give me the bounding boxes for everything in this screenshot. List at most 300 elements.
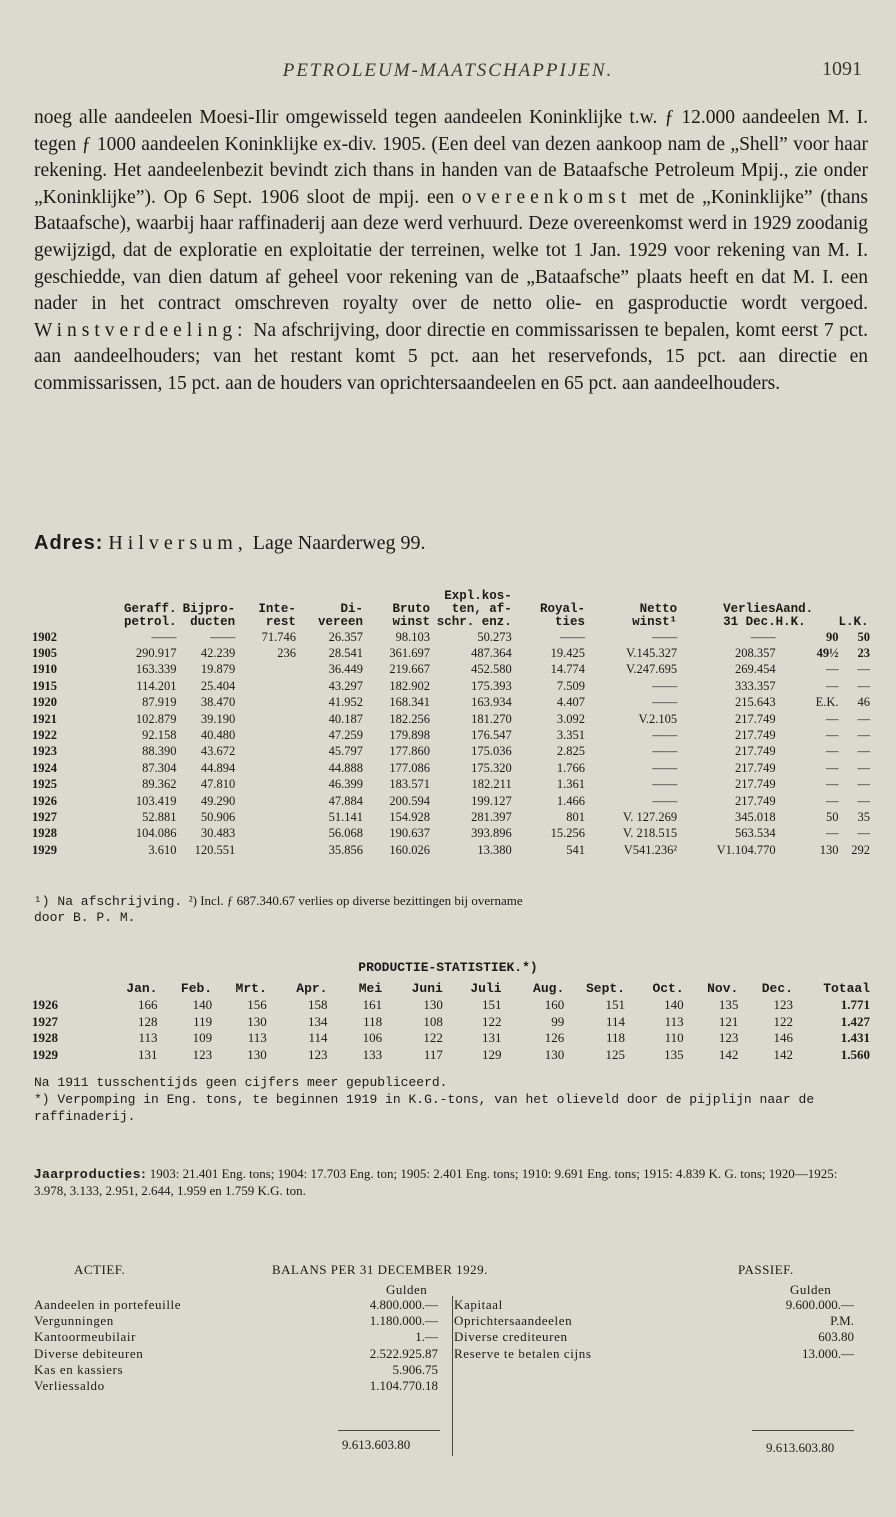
table-cell: 122: [773, 1013, 793, 1029]
table-cell: 158: [307, 997, 328, 1013]
table-cell: 119: [193, 1013, 213, 1029]
table-cell: 51.141: [328, 809, 363, 824]
balance-label: Kas en kassiers: [34, 1361, 124, 1377]
total-rule-right: [752, 1430, 854, 1431]
note-2-cont: door B. P. M.: [34, 910, 136, 925]
table-row: [32, 1014, 870, 1031]
table-cell: 151: [605, 997, 625, 1013]
table-cell: 3.092: [556, 711, 586, 726]
table-cell: V.2.105: [638, 711, 678, 726]
production-header-cell: Feb.: [180, 981, 213, 996]
table-cell: 117: [423, 1046, 443, 1062]
fin-header-cell: [32, 616, 82, 629]
balance-amount: 9.600.000.—: [785, 1297, 854, 1313]
production-notes: [34, 1074, 868, 1125]
table-cell: 130: [819, 842, 839, 857]
table-cell: 154.928: [389, 809, 430, 824]
table-cell: 175.036: [471, 744, 512, 759]
table-cell: 43.297: [328, 678, 363, 693]
balance-label: Diverse debiteuren: [34, 1345, 144, 1361]
table-cell: 43.672: [200, 744, 236, 759]
fin-header-cell: 31 Dec.: [723, 615, 776, 629]
table-cell: 146: [773, 1030, 793, 1046]
table-cell: 130: [247, 1013, 267, 1029]
table-cell: 217.749: [735, 760, 776, 775]
table-cell: ——: [560, 629, 586, 644]
table-cell: 44.888: [328, 760, 363, 775]
table-cell: 26.357: [328, 629, 363, 644]
table-row: [32, 645, 870, 661]
table-cell: 1.766: [556, 760, 586, 775]
table-cell: 102.879: [135, 711, 177, 726]
fin-header-cell: ducten: [190, 615, 236, 629]
table-cell: 89.362: [142, 777, 177, 792]
production-header-cell: Oct.: [652, 981, 684, 996]
table-cell: 217.749: [735, 744, 776, 759]
table-cell: —: [857, 744, 870, 759]
table-cell: 122: [423, 1030, 443, 1046]
production-header-cell: Mei: [358, 981, 383, 996]
table-cell: 13.380: [477, 842, 512, 857]
table-cell: 1.431: [840, 1030, 870, 1046]
table-row: [32, 711, 870, 727]
table-row: [32, 777, 870, 793]
table-cell: 4.407: [556, 695, 586, 710]
table-cell: —: [825, 793, 839, 808]
table-cell: 71.746: [261, 629, 296, 644]
table-cell: 90: [825, 629, 839, 644]
balance-amount: 2.522.925.87: [369, 1345, 438, 1361]
table-cell: 50.273: [477, 629, 512, 644]
table-cell: 151: [482, 997, 502, 1013]
para-spaced-winstverdeeling: Winstverdeeling:: [34, 319, 248, 341]
table-cell: [235, 760, 296, 776]
table-cell: 1.560: [840, 1046, 870, 1062]
table-cell: 114: [605, 1013, 625, 1029]
table-cell: 130: [423, 997, 443, 1013]
table-cell: 126: [544, 1030, 565, 1046]
table-cell: 50.906: [200, 809, 236, 824]
financial-table: [32, 590, 870, 858]
table-cell: 208.357: [735, 646, 776, 661]
table-cell: 2.825: [556, 744, 586, 759]
table-cell: 19.425: [550, 646, 586, 661]
fin-header-cell: petrol.: [124, 615, 177, 629]
table-cell: [235, 727, 296, 743]
table-cell: 1.466: [556, 793, 586, 808]
table-cell: [235, 777, 296, 793]
table-cell: 50: [825, 809, 839, 824]
table-cell: ——: [652, 777, 678, 792]
annual-production-text: 1903: 21.401 Eng. tons; 1904: 17.703 Eng. ton; 1905: 2.401 Eng. tons; 1910: 9.691 Eng. tons; 1915: 4.839 K. G. tons; 1920—1925: 3.978, 3.133, 2.951, 2.644, 1.959 en 1.759 K.G. ton.: [34, 1166, 838, 1198]
table-cell: 217.749: [735, 728, 776, 743]
balance-passief: PASSIEF.: [738, 1262, 794, 1277]
fin-header-cell: schr. enz.: [436, 615, 512, 629]
table-cell: 104.086: [135, 826, 177, 841]
table-cell: —: [825, 728, 839, 743]
table-cell: 7.509: [556, 678, 586, 693]
production-header-cell: Jan.: [126, 981, 158, 996]
row-year: 1915: [32, 678, 57, 693]
running-header: [0, 56, 896, 86]
table-cell: 36.449: [328, 662, 363, 677]
production-header-cell: Aug.: [533, 981, 565, 996]
row-year: 1928: [32, 826, 57, 841]
para-spaced-overeenkomst: overeenkomst: [461, 186, 632, 208]
table-cell: V. 127.269: [622, 809, 678, 824]
table-cell: 129: [482, 1046, 502, 1062]
table-cell: [235, 711, 296, 727]
fin-header-cell: ties: [555, 615, 586, 629]
fin-header-cell: [32, 590, 82, 603]
fin-header-cell: winst: [392, 615, 430, 629]
balance-row: [34, 1313, 438, 1329]
table-cell: ——: [652, 728, 678, 743]
row-year: 1922: [32, 728, 57, 743]
balance-row: [34, 1329, 438, 1345]
table-cell: —: [857, 662, 870, 677]
currency-right: Gulden: [790, 1282, 832, 1297]
table-cell: 87.919: [142, 695, 177, 710]
table-cell: ——: [652, 629, 678, 644]
para-part-1: noeg alle aandeelen Moesi-Ilir omgewisseld tegen aandeelen Koninklijke t.w. ƒ 12.000 aandeelen M. I. tegen ƒ 1000 aandeelen Koninklijke ex-div. 1905. (Een deel van dezen aankoop nam de „Shell” voor haar rekening. Het aandeelenbezit bevindt zich thans in handen van de Bataafsche Petroleum Mpij., zie onder „Koninklijke”). Op 6 Sept. 1906 sloot de mpij. een: [34, 107, 868, 208]
balance-divider: [452, 1296, 453, 1456]
table-cell: 106: [362, 1030, 383, 1046]
balance-row: [34, 1297, 438, 1313]
row-year: 1921: [32, 711, 57, 726]
table-cell: 108: [423, 1013, 443, 1029]
table-cell: 44.894: [200, 760, 236, 775]
table-cell: —: [825, 826, 839, 841]
table-cell: 179.898: [389, 728, 430, 743]
fin-header-cell: H.K.: [775, 615, 806, 629]
table-cell: 142: [718, 1046, 739, 1062]
table-row: [32, 997, 870, 1014]
table-cell: 135: [718, 997, 739, 1013]
table-cell: 541: [566, 842, 586, 857]
production-title: PRODUCTIE-STATISTIEK.*): [358, 960, 538, 975]
table-cell: 801: [566, 809, 586, 824]
fin-header-cell: Bruto: [392, 602, 430, 616]
balance-actief: ACTIEF.: [74, 1262, 126, 1277]
production-header-cell: Totaal: [823, 981, 870, 996]
company-description: [34, 105, 868, 398]
table-cell: 113: [138, 1030, 158, 1046]
balance-amount: 13.000.—: [802, 1345, 854, 1361]
page-number: 1091: [822, 58, 862, 80]
table-cell: 109: [192, 1030, 213, 1046]
currency-left: Gulden: [386, 1282, 428, 1297]
table-cell: ——: [652, 678, 678, 693]
table-cell: [235, 809, 296, 825]
table-cell: 200.594: [389, 793, 430, 808]
table-cell: 142: [773, 1046, 793, 1062]
table-row: [32, 727, 870, 743]
table-cell: 181.270: [471, 711, 512, 726]
table-cell: 50: [857, 629, 870, 644]
table-cell: 177.086: [389, 760, 430, 775]
table-cell: 123: [718, 1030, 739, 1046]
table-cell: [235, 744, 296, 760]
table-cell: 39.190: [200, 711, 236, 726]
table-cell: 345.018: [735, 809, 776, 824]
table-cell: 190.637: [389, 826, 430, 841]
table-cell: V. 218.515: [622, 826, 678, 841]
table-cell: 161: [362, 997, 383, 1013]
table-cell: 160: [544, 997, 565, 1013]
production-table: [32, 980, 870, 1063]
table-cell: 123: [307, 1046, 328, 1062]
balance-amount: P.M.: [830, 1313, 854, 1329]
table-cell: 175.393: [471, 678, 512, 693]
production-header-cell: Mrt.: [235, 981, 267, 996]
table-cell: 3.351: [556, 728, 586, 743]
table-cell: 1.771: [840, 997, 870, 1013]
table-cell: 121: [718, 1013, 739, 1029]
table-cell: —: [825, 744, 839, 759]
balance-total-right: 9.613.603.80: [766, 1440, 835, 1455]
balance-amount: 1.180.000.—: [369, 1313, 438, 1329]
fin-header-cell: [32, 603, 82, 616]
fin-header-cell: Netto: [639, 602, 678, 616]
table-cell: 30.483: [200, 826, 236, 841]
table-cell: 38.470: [200, 695, 236, 710]
table-cell: 140: [664, 997, 684, 1013]
table-cell: 114: [308, 1030, 328, 1046]
table-cell: 110: [664, 1030, 684, 1046]
table-cell: 47.259: [328, 728, 363, 743]
table-cell: V.145.327: [626, 646, 678, 661]
table-cell: V1.104.770: [716, 842, 776, 857]
table-cell: 176.547: [471, 728, 512, 743]
table-cell: 15.256: [550, 826, 586, 841]
balance-right: [454, 1297, 854, 1362]
balance-row: [34, 1362, 438, 1378]
table-cell: 281.397: [471, 809, 512, 824]
table-cell: 23: [857, 646, 870, 661]
row-year: 1925: [32, 777, 57, 792]
production-header-cell: Dec.: [761, 981, 793, 996]
financial-notes: [34, 893, 868, 926]
production-header-cell: Juli: [470, 981, 502, 996]
fin-header-cell: Expl.kos-: [444, 589, 512, 603]
table-cell: 99: [551, 1013, 565, 1029]
table-cell: 88.390: [142, 744, 177, 759]
table-cell: ——: [151, 629, 177, 644]
table-cell: ——: [750, 629, 776, 644]
production-note-1: Na 1911 tusschentijds geen cijfers meer gepubliceerd.: [34, 1075, 448, 1090]
table-row: [32, 662, 870, 678]
table-cell: 113: [664, 1013, 684, 1029]
table-row: [32, 695, 870, 711]
table-cell: 163.339: [135, 662, 177, 677]
table-cell: 236: [277, 646, 296, 661]
table-cell: 92.158: [142, 728, 177, 743]
table-cell: 118: [605, 1030, 625, 1046]
row-year: 1910: [32, 662, 57, 677]
table-row: [32, 793, 870, 809]
table-row: [32, 1030, 870, 1047]
table-cell: 49.290: [200, 793, 236, 808]
table-row: [32, 744, 870, 760]
table-cell: 47.884: [328, 793, 363, 808]
balance-label: Vergunningen: [34, 1313, 114, 1329]
table-cell: —: [857, 711, 870, 726]
table-cell: 199.127: [471, 793, 512, 808]
table-cell: 215.643: [735, 695, 776, 710]
table-cell: 98.103: [395, 629, 430, 644]
table-cell: 563.534: [735, 826, 776, 841]
balance-label: Diverse crediteuren: [454, 1329, 568, 1345]
annual-production-label: Jaarproducties:: [34, 1166, 147, 1181]
table-cell: [235, 695, 296, 711]
balance-amount: 603.80: [818, 1329, 854, 1345]
table-cell: 131: [482, 1030, 502, 1046]
table-cell: 114.201: [136, 678, 177, 693]
table-row: [32, 1047, 870, 1064]
production-header-cell: Apr.: [296, 981, 328, 996]
balance-row: [34, 1346, 438, 1362]
table-cell: —: [857, 760, 870, 775]
table-cell: [235, 678, 296, 694]
fin-header-cell: Bijpro-: [182, 602, 236, 616]
table-cell: 130: [247, 1046, 267, 1062]
fin-header-cell: Aand.: [775, 602, 814, 616]
address-street: Lage Naarderweg 99.: [252, 532, 426, 554]
table-cell: 56.068: [328, 826, 363, 841]
table-cell: 182.902: [389, 678, 430, 693]
table-cell: 47.810: [200, 777, 236, 792]
table-cell: —: [857, 777, 870, 792]
fin-header-cell: Verlies: [723, 602, 776, 616]
table-cell: 290.917: [135, 646, 177, 661]
table-cell: 487.364: [471, 646, 512, 661]
table-cell: 160.026: [389, 842, 430, 857]
row-year: 1920: [32, 695, 57, 710]
table-cell: E.K.: [815, 695, 839, 710]
balance-amount: 1.—: [415, 1329, 438, 1345]
row-year: 1926: [32, 793, 57, 808]
table-cell: 140: [192, 997, 213, 1013]
table-cell: —: [825, 711, 839, 726]
balance-label: Kantoormeubilair: [34, 1329, 137, 1345]
row-year: 1927: [32, 1013, 58, 1029]
table-cell: —: [857, 826, 870, 841]
table-cell: 46: [857, 695, 870, 710]
table-cell: 1.427: [840, 1013, 870, 1029]
balance-row: [454, 1297, 854, 1313]
table-cell: 452.580: [471, 662, 512, 677]
fin-header-cell: rest: [265, 615, 296, 629]
table-cell: ——: [652, 744, 678, 759]
table-cell: 166: [137, 997, 158, 1013]
table-cell: 45.797: [328, 744, 363, 759]
table-cell: 133: [362, 1046, 383, 1062]
table-cell: —: [857, 793, 870, 808]
fin-header-cell: Geraff.: [124, 602, 177, 616]
row-year: 1923: [32, 744, 57, 759]
row-year: 1905: [32, 646, 57, 661]
table-cell: 393.896: [471, 826, 512, 841]
table-cell: 103.419: [135, 793, 177, 808]
fin-header-cell: L.K.: [838, 615, 869, 629]
table-cell: 122: [482, 1013, 502, 1029]
row-year: 1929: [32, 1046, 58, 1062]
production-header-cell: Juni: [411, 981, 443, 996]
table-cell: 217.749: [735, 711, 776, 726]
address-place: Hilversum,: [108, 532, 248, 554]
table-cell: 28.541: [328, 646, 363, 661]
header-title: PETROLEUM-MAATSCHAPPIJEN.: [282, 60, 614, 81]
table-cell: 168.341: [389, 695, 430, 710]
table-row: [32, 826, 870, 842]
table-cell: V.247.695: [626, 662, 678, 677]
table-cell: 123: [192, 1046, 213, 1062]
table-cell: [235, 826, 296, 842]
table-row: [32, 629, 870, 645]
total-rule-left: [338, 1430, 440, 1431]
production-header-cell: Nov.: [707, 981, 739, 996]
table-cell: 130: [544, 1046, 565, 1062]
production-header-cell: [32, 980, 93, 997]
table-cell: 182.211: [471, 777, 512, 792]
table-cell: 46.399: [328, 777, 363, 792]
table-cell: 35: [857, 809, 870, 824]
balance-row: [34, 1378, 438, 1394]
table-cell: 52.881: [142, 809, 177, 824]
table-cell: [235, 842, 296, 858]
para-part-3: Na afschrijving, door directie en commissarissen te bepalen, komt eerst 7 pct. aan aandeelhouders; van het restant komt 5 pct. aan het reservefonds, 15 pct. aan directie en commissarissen, 15 pct. aan de houders van oprichtersaandeelen en 65 pct. aan aandeelhouders.: [34, 319, 868, 394]
table-cell: —: [857, 728, 870, 743]
balance-row: [454, 1346, 854, 1362]
table-cell: 131: [137, 1046, 158, 1062]
row-year: 1929: [32, 842, 57, 857]
table-cell: 217.749: [735, 777, 776, 792]
table-cell: 113: [247, 1030, 267, 1046]
fin-header-cell: Di-: [340, 602, 363, 616]
balance-label: Reserve te betalen cijns: [454, 1345, 592, 1361]
balance-title: BALANS PER 31 DECEMBER 1929.: [272, 1262, 488, 1277]
table-cell: ——: [652, 760, 678, 775]
table-cell: 135: [664, 1046, 684, 1062]
row-year: 1926: [32, 997, 58, 1013]
table-cell: 182.256: [389, 711, 430, 726]
balance-label: Oprichtersaandeelen: [454, 1313, 573, 1329]
table-cell: —: [825, 662, 839, 677]
table-cell: 25.404: [200, 678, 236, 693]
table-cell: 40.187: [328, 711, 363, 726]
table-row: [32, 809, 870, 825]
row-year: 1928: [32, 1030, 58, 1046]
table-cell: 42.239: [200, 646, 236, 661]
row-year: 1902: [32, 629, 57, 644]
table-cell: ——: [652, 793, 678, 808]
table-cell: 1.361: [556, 777, 586, 792]
production-note-2: *) Verpomping in Eng. tons, te beginnen 1919 in K.G.-tons, van het olieveld door de pijplijn naar de raffinaderij.: [34, 1092, 815, 1124]
table-cell: 19.879: [200, 662, 236, 677]
balance-row: [454, 1313, 854, 1329]
address-label: Adres:: [34, 532, 104, 554]
table-cell: 217.749: [735, 793, 776, 808]
row-year: 1927: [32, 809, 57, 824]
balance-amount: 1.104.770.18: [369, 1378, 438, 1394]
table-cell: 175.320: [471, 760, 512, 775]
table-cell: 14.774: [550, 662, 586, 677]
fin-header-cell: Royal-: [540, 602, 586, 616]
table-cell: V541.236²: [623, 842, 678, 857]
table-cell: 41.952: [328, 695, 363, 710]
table-cell: 177.860: [389, 744, 430, 759]
